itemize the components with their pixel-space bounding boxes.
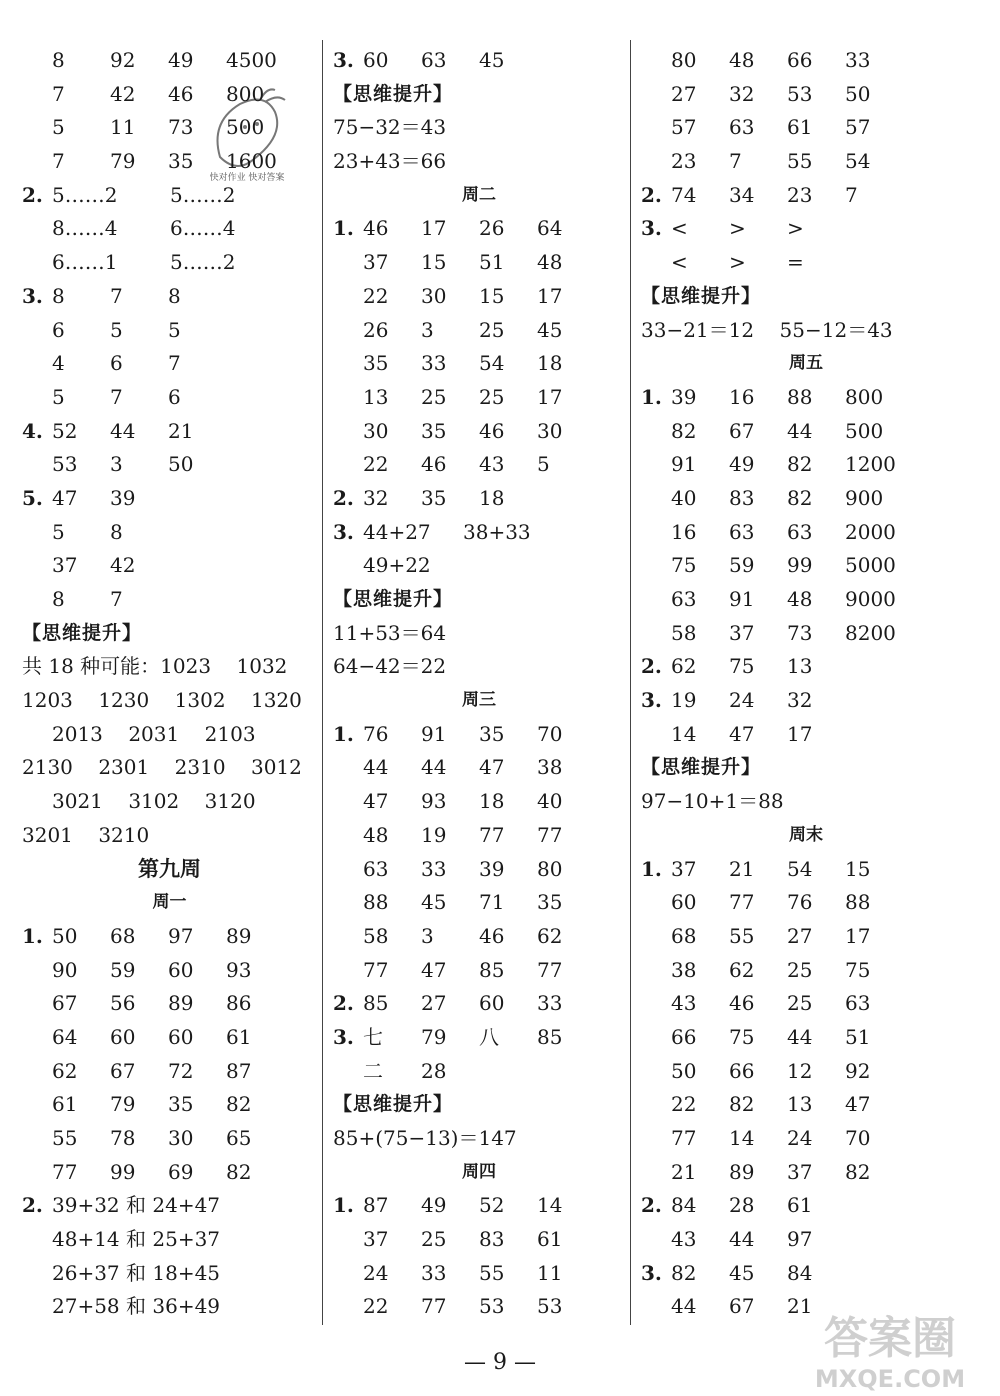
c3-we2-row-1: 2. 84 28 61 bbox=[641, 1193, 813, 1218]
c3-think2-title: 【思维提升】 bbox=[641, 756, 762, 779]
c3-we2-row-2: 43 44 97 bbox=[671, 1227, 813, 1252]
c2-d3q3-row-2: 二 28 bbox=[363, 1058, 447, 1083]
c3-d5q1-row-4: 40 83 82 900 bbox=[671, 485, 884, 510]
c3-we1-row-10: 21 89 37 82 bbox=[671, 1159, 871, 1184]
c3-we3-row-1: 3. 82 45 84 bbox=[641, 1260, 813, 1285]
c2-d3q1-row-4: 48 19 77 77 bbox=[363, 822, 563, 847]
c2-d2q1-row-8: 22 46 43 5 bbox=[363, 452, 550, 477]
c1-row-4: 7 79 35 1600 bbox=[52, 149, 277, 174]
c2-d2q1-row-5: 35 33 54 18 bbox=[363, 351, 563, 376]
day-title-thu: 周四 bbox=[462, 1161, 496, 1182]
c2-think2-line-2: 64−42＝22 bbox=[333, 654, 447, 679]
c3-think1-title: 【思维提升】 bbox=[641, 284, 762, 307]
c1-think-line-4: 2130 2301 2310 3012 bbox=[22, 755, 302, 780]
c1-w2-row-4: 27+58 和 36+49 bbox=[52, 1294, 221, 1319]
c3-top-row-1: 80 48 66 33 bbox=[671, 48, 871, 72]
c2-d2q3-row-1: 3. 44+27 38+33 bbox=[333, 519, 531, 544]
svg-text:答案圈: 答案圈 bbox=[824, 1313, 956, 1364]
c1-q5-row-1: 5. 47 39 bbox=[22, 485, 136, 510]
c1-q2-row-2: 8……4 6……4 bbox=[52, 216, 236, 241]
c2-d3q1-row-5: 63 33 39 80 bbox=[363, 856, 563, 881]
c2-think1-line-1: 75−32＝43 bbox=[333, 115, 447, 140]
c2-d3q2-row: 2. 85 27 60 33 bbox=[333, 991, 563, 1016]
c2-d2q1-row-4: 26 3 25 45 bbox=[363, 317, 563, 342]
c1-w1-row-1: 1. 50 68 97 89 bbox=[22, 923, 252, 948]
c1-row-2: 7 42 46 800 bbox=[52, 81, 265, 106]
c3-we3-row-2: 44 67 21 bbox=[671, 1294, 813, 1319]
c1-q5-row-4: 8 7 bbox=[52, 587, 123, 611]
c1-think-line-1: 共 18 种可能：1023 1032 bbox=[22, 654, 288, 679]
c3-we1-row-5: 43 46 25 63 bbox=[671, 991, 871, 1016]
answer-column-3 bbox=[641, 44, 971, 1324]
c3-d5q1-row-2: 82 67 44 500 bbox=[671, 418, 884, 443]
c1-q4-row-1: 4. 52 44 21 bbox=[22, 418, 194, 443]
c2-d3q1-row-1: 1. 76 91 35 70 bbox=[333, 721, 563, 746]
column-divider-2 bbox=[630, 40, 631, 1325]
c1-w1-row-2: 90 59 60 93 bbox=[52, 957, 252, 982]
c1-row-3: 5 11 73 500 bbox=[52, 115, 265, 140]
c2-d3q3-row-1: 3. 七 79 八 85 bbox=[333, 1024, 563, 1049]
c2-think3-line-1: 85+(75−13)＝147 bbox=[333, 1126, 517, 1150]
c3-we1-row-2: 60 77 76 88 bbox=[671, 890, 871, 915]
column-divider-1 bbox=[322, 40, 323, 1325]
c3-top-row-3: 57 63 61 57 bbox=[671, 115, 871, 140]
c1-q2-row-3: 6……1 5……2 bbox=[52, 250, 236, 275]
day-title-weekend: 周末 bbox=[789, 824, 823, 845]
c1-w1-row-6: 61 79 35 82 bbox=[52, 1092, 252, 1117]
c1-row-1: 8 92 49 4500 bbox=[52, 48, 277, 72]
c1-w1-row-4: 64 60 60 61 bbox=[52, 1024, 252, 1049]
c3-d5q3-row-2: 14 47 17 bbox=[671, 721, 813, 746]
page-number: — 9 — bbox=[464, 1350, 536, 1375]
day-title-wed: 周三 bbox=[462, 690, 496, 711]
c3-we1-row-1: 1. 37 21 54 15 bbox=[641, 856, 871, 881]
c2-think2-title: 【思维提升】 bbox=[333, 588, 454, 610]
c2-think3-title: 【思维提升】 bbox=[333, 1093, 454, 1116]
c1-w2-row-3: 26+37 和 18+45 bbox=[52, 1260, 221, 1285]
c3-d5q1-row-1: 1. 39 16 88 800 bbox=[641, 384, 884, 409]
c1-q4-row-2: 53 3 50 bbox=[52, 452, 194, 477]
c1-q2-row-1: 2. 5……2 5……2 bbox=[22, 182, 236, 207]
c3-we1-row-8: 22 82 13 47 bbox=[671, 1092, 871, 1117]
c3-we1-row-4: 38 62 25 75 bbox=[671, 957, 871, 982]
c3-we1-row-9: 77 14 24 70 bbox=[671, 1126, 871, 1150]
answer-column-1 bbox=[22, 44, 317, 1324]
day-title-mon: 周一 bbox=[152, 892, 187, 913]
c3-we1-row-6: 66 75 44 51 bbox=[671, 1024, 871, 1049]
c1-w1-row-7: 55 78 30 65 bbox=[52, 1126, 252, 1150]
watermark-logo-icon bbox=[795, 1305, 985, 1393]
answer-column-2 bbox=[333, 44, 625, 1324]
c2-d2q3-row-2: 49+22 bbox=[363, 553, 431, 578]
c3-q3-row-1: 3. < > > bbox=[641, 216, 804, 241]
c3-we1-row-3: 68 55 27 17 bbox=[671, 923, 871, 948]
c3-top-row-4: 23 7 55 54 bbox=[671, 149, 871, 174]
c3-d5q1-row-3: 91 49 82 1200 bbox=[671, 452, 896, 477]
c3-d5q1-row-7: 63 91 48 9000 bbox=[671, 587, 896, 611]
c2-d3q1-row-3: 47 93 18 40 bbox=[363, 789, 563, 814]
c2-d2q1-row-1: 1. 46 17 26 64 bbox=[333, 216, 563, 241]
c2-think1-title: 【思维提升】 bbox=[333, 82, 454, 105]
week-title: 第九周 bbox=[138, 856, 201, 881]
c3-top-row-2: 27 32 53 50 bbox=[671, 81, 871, 106]
c1-think-line-3: 2013 2031 2103 bbox=[52, 721, 256, 746]
c2-d3q1-row-7: 58 3 46 62 bbox=[363, 923, 563, 948]
c2-think1-line-2: 23+43＝66 bbox=[333, 149, 447, 174]
c1-q3-row-2: 6 5 5 bbox=[52, 317, 181, 342]
c1-q5-row-2: 5 8 bbox=[52, 519, 123, 544]
c1-w2-row-2: 48+14 和 25+37 bbox=[52, 1227, 221, 1252]
c1-think-line-5: 3021 3102 3120 bbox=[52, 789, 256, 814]
c3-d5q2-row: 2. 62 75 13 bbox=[641, 654, 813, 679]
c3-d5q3-row-1: 3. 19 24 32 bbox=[641, 688, 813, 713]
c1-w2-row-1: 2. 39+32 和 24+47 bbox=[22, 1193, 221, 1218]
c2-d2q1-row-2: 37 15 51 48 bbox=[363, 250, 563, 275]
c2-d4q1-row-1: 1. 87 49 52 14 bbox=[333, 1193, 563, 1218]
c2-d4q1-row-4: 22 77 53 53 bbox=[363, 1294, 563, 1319]
c2-d4q1-row-3: 24 33 55 11 bbox=[363, 1260, 563, 1285]
c3-think2-line: 97−10+1＝88 bbox=[641, 789, 784, 814]
c2-d4q1-row-2: 37 25 83 61 bbox=[363, 1227, 563, 1252]
c2-d3q1-row-2: 44 44 47 38 bbox=[363, 755, 563, 780]
c3-d5q1-row-8: 58 37 73 8200 bbox=[671, 620, 896, 645]
c3-q2-row: 2. 74 34 23 7 bbox=[641, 182, 858, 207]
c2-d2q1-row-6: 13 25 25 17 bbox=[363, 384, 563, 409]
c1-w1-row-8: 77 99 69 82 bbox=[52, 1159, 252, 1184]
c2-q3-row: 3. 60 63 45 bbox=[333, 48, 505, 72]
c2-d3q1-row-8: 77 47 85 77 bbox=[363, 957, 563, 982]
c3-think1-line: 33−21＝12 55−12＝43 bbox=[641, 317, 893, 342]
c2-d2q2-row: 2. 32 35 18 bbox=[333, 485, 505, 510]
c1-q3-row-1: 3. 8 7 8 bbox=[22, 283, 181, 308]
c3-d5q1-row-5: 16 63 63 2000 bbox=[671, 519, 896, 544]
day-title-fri: 周五 bbox=[789, 353, 823, 374]
c3-q3-row-2: < > = bbox=[671, 250, 804, 275]
c1-q5-row-3: 37 42 bbox=[52, 553, 136, 578]
c3-d5q1-row-6: 75 59 99 5000 bbox=[671, 553, 896, 578]
svg-text:快对作业 快对答案: 快对作业 快对答案 bbox=[209, 173, 285, 183]
c1-w1-row-5: 62 67 72 87 bbox=[52, 1058, 252, 1083]
c1-q3-row-3: 4 6 7 bbox=[52, 351, 181, 376]
c1-think-line-6: 3201 3210 bbox=[22, 822, 150, 847]
c1-think-line-2: 1203 1230 1302 1320 bbox=[22, 688, 302, 713]
c2-d2q1-row-3: 22 30 15 17 bbox=[363, 283, 563, 308]
c1-q3-row-4: 5 7 6 bbox=[52, 384, 181, 409]
c3-we1-row-7: 50 66 12 92 bbox=[671, 1058, 871, 1083]
c2-d2q1-row-7: 30 35 46 30 bbox=[363, 418, 563, 443]
c2-d3q1-row-6: 88 45 71 35 bbox=[363, 890, 563, 915]
c1-w1-row-3: 67 56 89 86 bbox=[52, 991, 252, 1016]
c1-think-title: 【思维提升】 bbox=[22, 621, 143, 644]
c2-think2-line-1: 11+53＝64 bbox=[333, 620, 447, 645]
svg-text:MXQE.COM: MXQE.COM bbox=[814, 1365, 966, 1393]
day-title-tue: 周二 bbox=[462, 184, 496, 205]
